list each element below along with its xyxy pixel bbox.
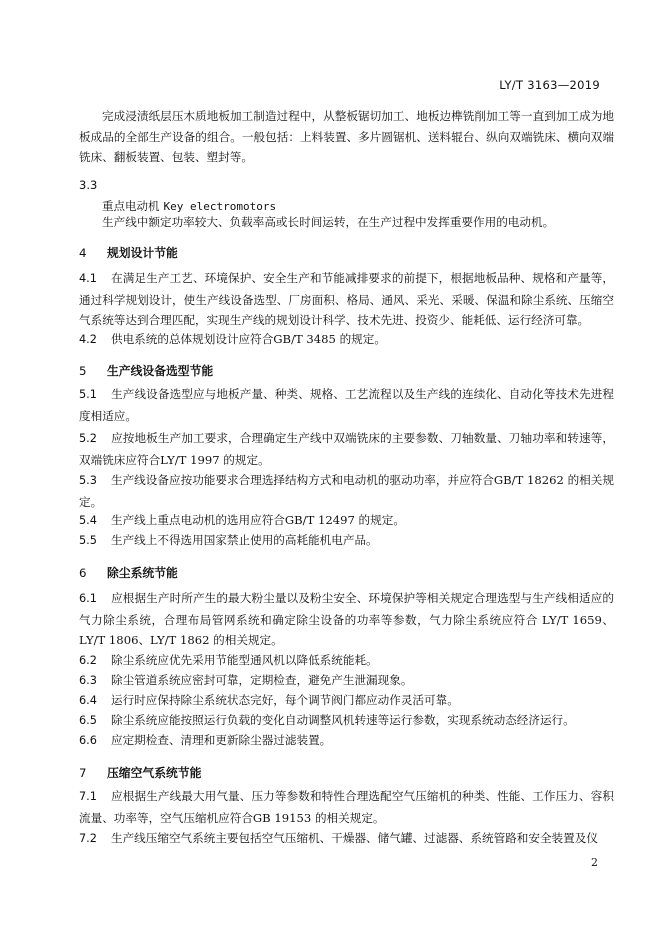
- section-number: 7: [79, 766, 87, 780]
- section-5-heading: [79, 362, 213, 379]
- term-title-en: Key electromotors: [163, 200, 277, 213]
- clause-6-4: [79, 690, 614, 712]
- page-number: 2: [591, 856, 598, 869]
- section-title: 生产线设备选型节能: [107, 364, 214, 378]
- clause-number: 6.4: [79, 694, 97, 707]
- clause-number: 6.3: [79, 674, 97, 687]
- section-number: 5: [79, 364, 87, 378]
- clause-6-6: [79, 730, 614, 752]
- clause-text: 除尘系统应能按照运行负载的变化自动调整风机转速等运行参数，实现系统动态经济运行。: [110, 713, 575, 727]
- section-6-heading: [79, 564, 178, 581]
- intro-paragraph: 完成浸渍纸层压木质地板加工制造过程中，从整板锯切加工、地板边榫铣削加工等一直到加工成为地板成品的全部生产设备的组合。一般包括：上料装置、多片圆锯机、送料辊台、纵向双端铣床、横向双端铣床、翻板装置、包装、塑封等。: [79, 109, 614, 164]
- clause-number: 4.2: [79, 333, 97, 346]
- clause-number: 5.3: [79, 474, 97, 487]
- clause-number: 6.6: [79, 734, 97, 747]
- clause-number: 7.1: [79, 790, 97, 803]
- clause-6-5: [79, 710, 614, 732]
- clause-4-1: [79, 268, 614, 331]
- clause-text: 运行时应保持除尘系统状态完好，每个调节阀门都应动作灵活可靠。: [110, 693, 459, 707]
- clause-4-2: [79, 329, 614, 351]
- section-4-heading: [79, 244, 178, 261]
- clause-5-3: [79, 470, 614, 512]
- section-title: 压缩空气系统节能: [107, 766, 202, 780]
- clause-text: 应根据生产时所产生的最大粉尘量以及粉尘安全、环境保护等相关规定合理选型与生产线相适应的气力除尘系统，合理布局管网系统和确定除尘设备的功率等参数，气力除尘系统应符合 LY/T 1659、LY/T 1806、LY/T 1862 的相关规定。: [79, 591, 614, 647]
- section-title: 除尘系统节能: [107, 566, 178, 580]
- clause-5-2: [79, 428, 614, 470]
- clause-text: 应按地板生产加工要求，合理确定生产线中双端铣床的主要参数、刀轴数量、刀轴功率和转速等，双端铣床应符合LY/T 1997 的规定。: [79, 431, 614, 467]
- clause-text: 生产线上重点电动机的选用应符合GB/T 12497 的规定。: [110, 513, 405, 527]
- clause-5-5: [79, 530, 614, 552]
- clause-text: 应定期检查、清理和更新除尘器过滤装置。: [110, 733, 332, 747]
- term-definition: 生产线中额定功率较大、负载率高或长时间运转，在生产过程中发挥重要作用的电动机。: [102, 215, 555, 229]
- standard-number-header: LY/T 3163—2019: [499, 78, 600, 92]
- clause-number: 4.1: [79, 272, 97, 285]
- clause-number: 5.4: [79, 514, 97, 527]
- section-title: 规划设计节能: [107, 246, 178, 260]
- clause-number: 7.2: [79, 832, 97, 845]
- clause-number: 6.1: [79, 592, 97, 605]
- clause-6-1: [79, 588, 614, 651]
- clause-text: 在满足生产工艺、环境保护、安全生产和节能减排要求的前提下，根据地板品种、规格和产量等，通过科学规划设计，使生产线设备选型、厂房面积、格局、通风、采光、采暖、保温和除尘系统、压缩空气系统等达到合理匹配，实现生产线的规划设计科学、技术先进、投资少、能耗低、运行经济可靠。: [79, 271, 614, 327]
- clause-text: 供电系统的总体规划设计应符合GB/T 3485 的规定。: [110, 332, 386, 346]
- clause-number: 6.2: [79, 654, 97, 667]
- clause-number: 5.5: [79, 534, 97, 547]
- clause-text: 生产线设备应按功能要求合理选择结构方式和电动机的驱动功率，并应符合GB/T 18262 的相关规定。: [79, 473, 614, 509]
- clause-number: 5.1: [79, 388, 97, 401]
- clause-7-2: [79, 828, 614, 850]
- term-title-cn: 重点电动机: [102, 199, 160, 213]
- clause-text: 除尘系统应优先采用节能型通风机以降低系统能耗。: [110, 653, 378, 667]
- clause-7-1: [79, 786, 614, 828]
- clause-5-4: [79, 510, 614, 532]
- clause-text: 应根据生产线最大用气量、压力等参数和特性合理选配空气压缩机的种类、性能、工作压力、容积流量、功率等，空气压缩机应符合GB 19153 的相关规定。: [79, 789, 614, 825]
- section-7-heading: [79, 764, 201, 781]
- clause-6-3: [79, 670, 614, 692]
- term-number: 3.3: [79, 178, 98, 192]
- section-number: 4: [79, 246, 87, 260]
- clause-number: 6.5: [79, 714, 97, 727]
- section-number: 6: [79, 566, 87, 580]
- clause-text: 生产线设备选型应与地板产量、种类、规格、工艺流程以及生产线的连续化、自动化等技术先进程度相适应。: [79, 387, 614, 423]
- clause-6-2: [79, 650, 614, 672]
- clause-text: 生产线压缩空气系统主要包括空气压缩机、干燥器、储气罐、过滤器、系统管路和安全装置及仪: [110, 831, 598, 845]
- clause-text: 除尘管道系统应密封可靠，定期检查，避免产生泄漏现象。: [110, 673, 413, 687]
- clause-number: 5.2: [79, 432, 97, 445]
- clause-text: 生产线上不得选用国家禁止使用的高耗能机电产品。: [110, 533, 378, 547]
- clause-5-1: [79, 384, 614, 426]
